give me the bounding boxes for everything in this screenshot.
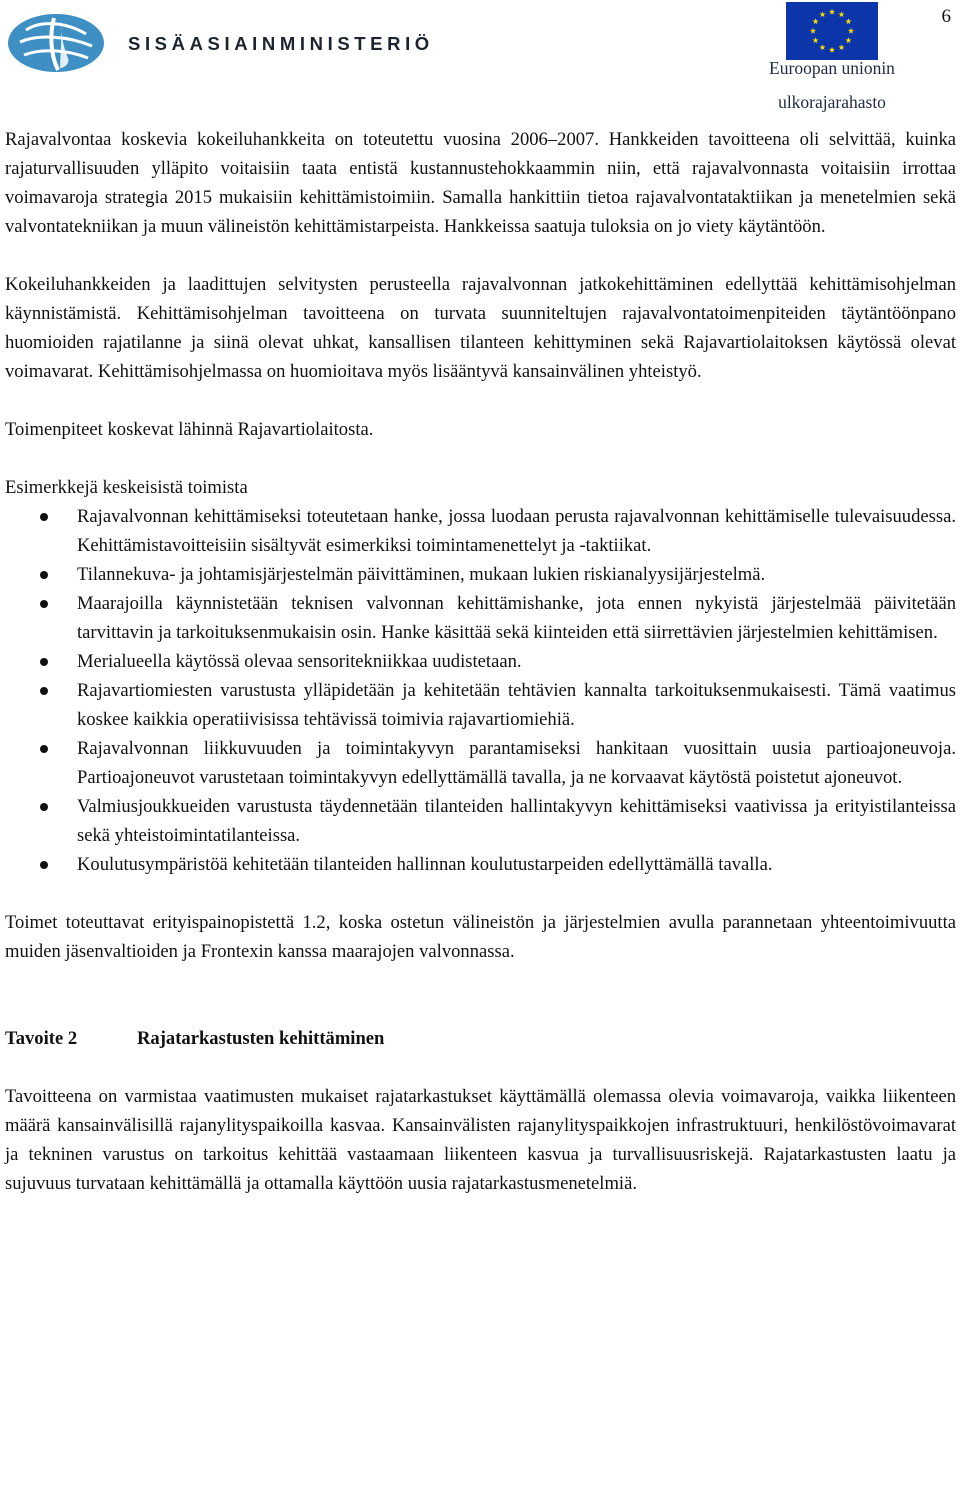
ministry-name: SISÄASIAINMINISTERIÖ	[128, 33, 434, 54]
bullet-icon	[40, 658, 48, 666]
bullet-icon	[40, 513, 48, 521]
paragraph: Toimet toteuttavat erityispainopistettä 1.2, koska ostetun välineistön ja järjestelmien avulla parannetaan yhteentoimivuutta muiden jäsenvaltioiden ja Frontexin kanssa maarajojen valvonnassa.	[5, 912, 956, 962]
paragraph: Tavoitteena on varmistaa vaatimusten mukaiset rajatarkastukset käyttämällä olemassa olevia voimavaroja, vaikka liikenteen määrä kansainvälisillä rajanylityspaikoilla kasvaa. Kansainvälisten rajanylityspaikkojen infrastruktuuri, henkilöstövoimavarat ja tekninen varustus on tarkoitus kehittää vastaamaan liikenteen kasvua ja turvallisuusriskejä. Rajatarkastusten laatu ja sujuvuus turvataan kehittämällä ja ottamalla käyttöön uusia rajatarkastusmenetelmiä.	[5, 1086, 956, 1194]
document-body	[5, 125, 956, 1198]
paragraph: Toimenpiteet koskevat lähinnä Rajavartiolaitosta.	[5, 419, 374, 440]
bullet-icon	[40, 571, 48, 579]
list-item: Koulutusympäristöä kehitetään tilanteiden hallinnan koulutustarpeiden edellyttämällä tavalla.	[5, 850, 956, 879]
bullet-icon	[40, 861, 48, 869]
page-number: 6	[941, 6, 951, 27]
bullet-icon	[40, 803, 48, 811]
eu-fund-line1: Euroopan unionin	[769, 58, 895, 78]
paragraph: Kokeiluhankkeiden ja laadittujen selvitysten perusteella rajavalvonnan jatkokehittäminen edellyttää kehittämisohjelman käynnistämistä. Kehittämisohjelman tavoitteena on turvata suunniteltujen rajavalvontatoimenpiteiden täytäntöönpano huomioiden rajatilanne ja siinä olevat uhkat, kansallisen tilanteen kehittyminen sekä Rajavartiolaitoksen käytössä olevat voimavarat. Kehittämisohjelmassa on huomioitava myös lisääntyvä kansainvälinen yhteistyö.	[5, 274, 956, 382]
list-item: Rajavalvonnan kehittämiseksi toteutetaan hanke, jossa luodaan perusta rajavalvonnan kehittämiselle tulevaisuudessa. Kehittämistavoitteisiin sisältyvät esimerkiksi toimintamenettelyt ja -taktiikat.	[5, 502, 956, 560]
paragraph: Rajavalvontaa koskevia kokeiluhankkeita on toteutettu vuosina 2006–2007. Hankkeiden tavoitteena oli selvittää, kuinka rajaturvallisuuden ylläpito voitaisiin taata entistä kustannustehokkaammin niin, että rajavalvonnasta voitaisiin irrottaa voimavaroja strategia 2015 mukaisiin kehittämistoimiin. Samalla hankittiin tietoa rajavalvontataktiikan ja menetelmien sekä valvontatekniikan ja muun välineistön kehittämistarpeista. Hankkeissa saatuja tuloksia on jo viety käytäntöön.	[5, 129, 956, 237]
list-item: Maarajoilla käynnistetään teknisen valvonnan kehittämishanke, jota ennen nykyistä järjestelmää päivitetään tarvittavin ja tarkoituksenmukaisin osin. Hanke käsittää sekä kiinteiden että siirrettävien järjestelmien kehittämisen.	[5, 589, 956, 647]
eu-fund-line2: ulkorajarahasto	[778, 92, 886, 112]
examples-heading: Esimerkkejä keskeisistä toimista	[5, 477, 248, 498]
ministry-logo-icon	[6, 12, 106, 74]
list-item: Valmiusjoukkueiden varustusta täydennetään tilanteiden hallintakyvyn kehittämiseksi vaativissa ja erityistilanteissa sekä yhteistoimintatilanteissa.	[5, 792, 956, 850]
bullet-icon	[40, 600, 48, 608]
bullet-list	[5, 502, 956, 879]
list-item: Merialueella käytössä olevaa sensoritekniikkaa uudistetaan.	[5, 647, 956, 676]
bullet-icon	[40, 687, 48, 695]
bullet-icon	[40, 745, 48, 753]
list-item: Rajavartiomiesten varustusta ylläpidetään ja kehitetään tehtävien kannalta tarkoituksenmukaisesti. Tämä vaatimus koskee kaikkia operatiivisissa tehtävissä toimivia rajavartiomiehiä.	[5, 676, 956, 734]
section-heading	[5, 1024, 956, 1053]
list-item: Tilannekuva- ja johtamisjärjestelmän päivittäminen, mukaan lukien riskianalyysijärjestelmä.	[5, 560, 956, 589]
list-item: Rajavalvonnan liikkuvuuden ja toimintakyvyn parantamiseksi hankitaan vuosittain uusia partioajoneuvoja. Partioajoneuvot varustetaan toimintakyvyn edellyttämällä tavalla, ja ne korvaavat käytöstä poistetut ajoneuvot.	[5, 734, 956, 792]
section-title: Rajatarkastusten kehittäminen	[137, 1028, 385, 1049]
eu-flag-icon	[786, 2, 878, 60]
section-number: Tavoite 2	[5, 1028, 78, 1049]
